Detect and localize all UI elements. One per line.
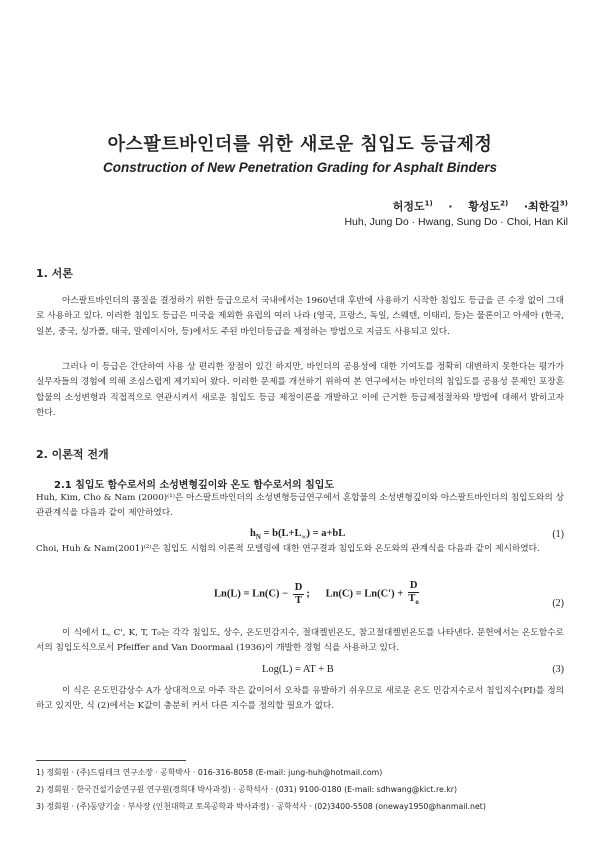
section-heading-introduction: 1. 서론 [36,267,73,280]
theory-paragraph-4: 이 식은 온도민감상수 A가 상대적으로 아주 작은 값이어서 오차를 유발하기 쉬우므로 새로운 온도 민감지수로서 침입지수(PI)를 정의하고 있지만, 식 (2)에서는 K값이 충분히 커서 다른 지수를 정의할 필요가 없다. [36,686,564,712]
author-separator: · [523,200,529,213]
paper-title-english: Construction of New Penetration Grading for Asphalt Binders [102,160,498,175]
footnote-2: 2) 정회원 · 한국건설기술연구원 연구원(경희대 박사과정) · 공학석사 · (031) 9100-0180 (E-mail: sdhwang@kict.re.kr) [36,785,458,794]
intro-paragraph-1: 아스팔트바인더의 품질을 결정하기 위한 등급으로서 국내에서는 1960년대 후반에 사용하기 시작한 침입도 등급을 큰 수정 없이 그대로 사용하고 있다. 이러한 침입도 등급은 미국을 제외한 유럽의 여러 나라 (영국, 프랑스, 독일, 스웨덴, 이태리, 등)는 물론이고 아세아 (한국, 일본, 중국, 싱가폴, 태국, 말레이시아, 등)에서도 주된 바인더등급을 제정하는 방법으로 지금도 사용되고 있다. [36,296,564,337]
subsection-heading-2-1: 2.1 침입도 함수로서의 소성변형깊이와 온도 함수로서의 침입도 [54,480,335,491]
footnote-3: 3) 정회원 · (주)동양기술 · 부사장 (인천대학교 토목공학과 박사과정) · 공학석사 · (02)3400-5508 (oneway1950@hanmail.net) [36,802,486,811]
theory-paragraph-1: Huh, Kim, Cho & Nam (2000)⁽¹⁾은 아스팔트바인더의 소성변형등급연구에서 혼합물의 소성변형깊이와 아스팔트바인더의 침입도와의 상관관계식을 다음과 같이 제안하였다. [36,493,564,519]
author-list-korean [393,198,568,214]
equation-1: $h_N = b(L+L_\infty) = a+bL$ [250,528,346,542]
author-mark: 1) [424,199,433,208]
equation-3-number: (3) [552,664,564,675]
equation-2-number: (2) [552,598,564,609]
author-name: 황성도 [468,200,501,213]
paper-title-korean: 아스팔트바인더를 위한 새로운 침입도 등급제정 [107,134,493,155]
intro-paragraph-2: 그러나 이 등급은 간단하여 사용 상 편리한 장점이 있긴 하지만, 바인더의 공용성에 대한 기여도를 정확히 대변하지 못한다는 평가가 실무자들의 경험에 의해 조심스럽게 제기되어 왔다. 이러한 문제를 개선하기 위하여 본 연구에서는 바인더의 침입도를 공용성 문제인 포장혼합물의 소성변형과 직접적으로 연관시켜서 새로운 침입도 등급 제정이론을 개발하고 이에 근거한 등급제정절차와 방법에 대해서 밝히고자 한다. [36,362,564,419]
footnote-divider [36,760,186,761]
author-mark: 3) [559,199,568,208]
equation-1-number: (1) [552,529,564,540]
author-mark: 2) [500,199,509,208]
section-heading-theory: 2. 이론적 전개 [36,448,109,461]
equation-3: Log(L) = AT + B [262,664,334,675]
theory-paragraph-2: Choi, Huh & Nam(2001)⁽²⁾은 침입도 시험의 이론적 모델링에 대한 연구결과 침입도와 온도와의 관계식을 다음과 같이 제시하였다. [36,544,540,554]
author-list-english: Huh, Jung Do · Hwang, Sung Do · Choi, Han Kil [344,216,568,228]
author-name: 허정도 [392,200,425,213]
footnote-1: 1) 정회원 · (주)드림테크 연구소장 · 공학박사 · 016-316-8058 (E-mail: jung-huh@hotmail.com) [36,768,383,777]
equation-2: Ln(L) = Ln(C) − $\frac{D}{T}$ ; Ln(C) = Ln(C') + $\frac{D}{T_o}$ [214,580,419,607]
theory-paragraph-3: 이 식에서 L, C', K, T, T₀는 각각 침입도, 상수, 온도민감지수, 절대켈빈온도, 참고절대켈빈온도를 나타낸다. 문헌에서는 온도함수로서의 침입도식으로서 Pfeiffer and Van Doormaal (1936)이 개발한 경험 식을 사용하고 있다. [36,628,564,654]
author-name: 최한길 [528,200,560,213]
author-separator: · [448,200,453,213]
